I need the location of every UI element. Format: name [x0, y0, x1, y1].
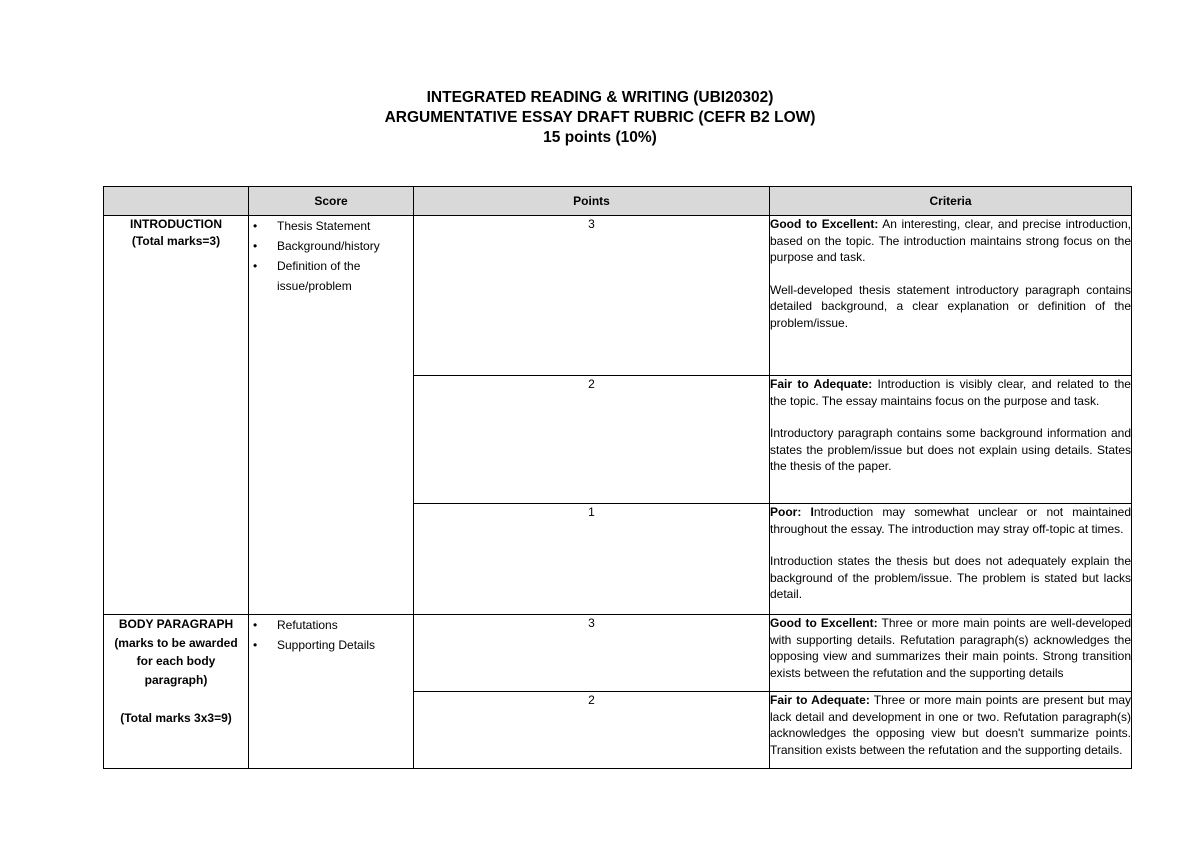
criteria-text-2: Introduction states the thesis but does not adequately explain the background of the problem/issue. The problem is stated but lacks detail. — [770, 554, 1131, 601]
document-title — [0, 88, 1200, 148]
points-cell: 2 — [414, 692, 770, 769]
criteria-cell — [770, 376, 1132, 504]
section-total: (Total marks=3) — [131, 233, 221, 248]
list-item: • Definition of the issue/problem — [249, 256, 413, 296]
header-points: Points — [414, 187, 770, 216]
section-label: BODY PARAGRAPH — [118, 617, 234, 631]
title-rubric: ARGUMENTATIVE ESSAY DRAFT RUBRIC (CEFR B2 LOW) — [384, 109, 816, 126]
points-cell: 1 — [414, 504, 770, 615]
table-row — [104, 216, 1132, 376]
criteria-text: ntroduction may somewhat unclear or not maintained throughout the essay. The introduction may stray off-topic at times. — [770, 505, 1132, 536]
list-item: • Supporting Details — [249, 635, 413, 655]
header-score: Score — [249, 187, 414, 216]
header-row — [104, 187, 1132, 216]
criteria-text-2: Well-developed thesis statement introductory paragraph contains detailed background, a clear explanation or definition of the problem/issue. — [770, 282, 1131, 330]
criteria-cell — [770, 692, 1132, 769]
criteria-cell — [770, 615, 1132, 692]
header-criteria: Criteria — [770, 187, 1132, 216]
header-blank — [104, 187, 249, 216]
section-label: (marks to be awarded — [114, 635, 238, 650]
introduction-items — [249, 216, 414, 615]
section-label: for each body — [136, 654, 216, 668]
criteria-level: Fair to Adequate: — [770, 693, 870, 707]
criteria-text: Three or more main points are present but may lack detail and development in one or two. Refutation paragraph(s) acknowledges the opposing view but doesn't summarize points. Transition exists between the refutation and the supporting details. — [770, 693, 1131, 757]
section-body-paragraph — [104, 615, 249, 769]
table-row — [104, 615, 1132, 692]
rubric-table — [103, 186, 1132, 769]
title-course: INTEGRATED READING & WRITING (UBI20302) — [426, 89, 774, 106]
criteria-text: An interesting, clear, and precise introduction, based on the topic. The introduction maintains strong focus on the purpose and task. — [770, 217, 1131, 264]
bullet-list — [249, 615, 413, 655]
title-points: 15 points (10%) — [543, 129, 657, 146]
section-total: (Total marks 3x3=9) — [120, 711, 232, 725]
criteria-text: Three or more main points are well-developed with supporting details. Refutation paragraph(s) acknowledges the opposing view and summarizes their main points. Strong transition exists between the refutation and the supporting details — [770, 616, 1132, 680]
body-items — [249, 615, 414, 769]
criteria-text: Introduction is visibly clear, and related to the the topic. The essay maintains focus on the purpose and task. — [770, 377, 1131, 408]
list-item: • Thesis Statement — [249, 216, 413, 236]
section-label: INTRODUCTION — [130, 217, 222, 231]
bullet-list — [249, 216, 413, 296]
points-cell: 2 — [414, 376, 770, 504]
criteria-cell — [770, 216, 1132, 376]
list-item: • Refutations — [249, 615, 413, 635]
criteria-level: Good to Excellent: — [770, 217, 879, 231]
section-label: paragraph) — [144, 672, 208, 687]
points-cell: 3 — [414, 216, 770, 376]
criteria-level: Fair to Adequate: — [770, 377, 873, 391]
list-item: • Background/history — [249, 236, 413, 256]
criteria-level: Poor: I — [770, 505, 814, 519]
points-cell: 3 — [414, 615, 770, 692]
criteria-cell — [770, 504, 1132, 615]
criteria-level: Good to Excellent: — [770, 616, 878, 630]
criteria-text-2: Introductory paragraph contains some background information and states the problem/issue but does not explain using details. States the thesis of the paper. — [770, 426, 1131, 473]
section-introduction — [104, 216, 249, 615]
